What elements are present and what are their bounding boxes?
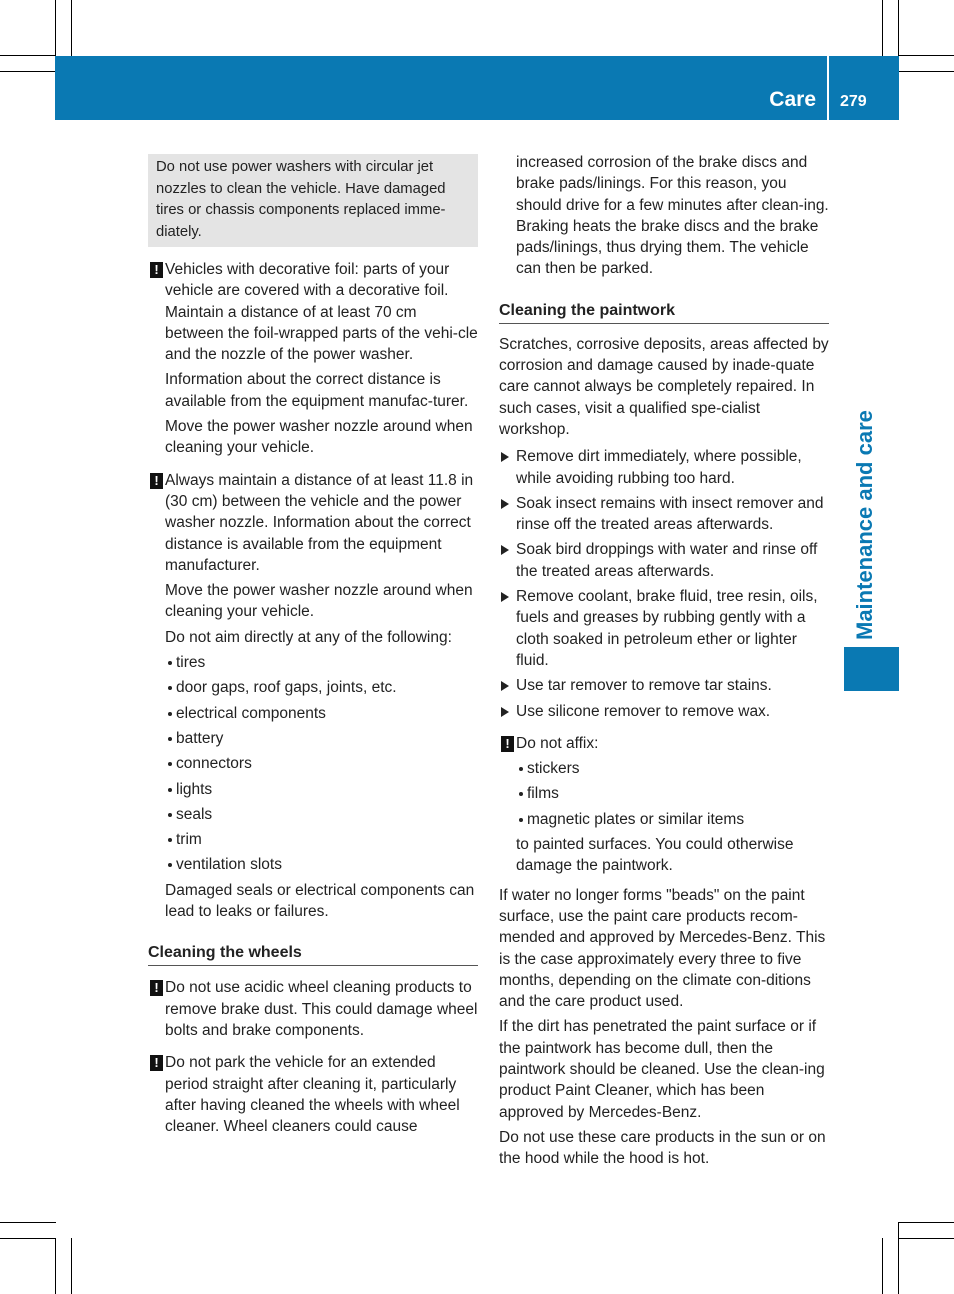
list-item-text: trim: [176, 831, 202, 849]
warning-box: Do not use power washers with circular jet nozzles to clean the vehicle. Have damaged tires or chassis components replaced imme-diately.: [148, 154, 478, 247]
header-bar: [55, 56, 899, 120]
step-item: [499, 493, 829, 536]
crop-mark: [0, 1238, 56, 1239]
crop-mark: [0, 1222, 56, 1223]
list-item-text: door gaps, roof gaps, joints, etc.: [176, 679, 397, 697]
paint-steps: [499, 446, 829, 722]
paragraph-sun: Do not use these care products in the sun or on the hood while the hood is hot.: [499, 1128, 826, 1168]
step-text: Use tar remover to remove tar stains.: [516, 677, 772, 695]
bullet-icon: [168, 661, 172, 665]
step-arrow-icon: [501, 452, 509, 462]
note-text: Always maintain a distance of at least 11.8 in (30 cm) between the vehicle and the power washer nozzle. Information about the correct distance is available from the equipment manufacturer.: [165, 471, 474, 574]
step-text: Use silicone remover to remove wax.: [516, 702, 771, 720]
exclamation-icon: !: [150, 262, 163, 278]
note-paragraph: Move the power washer nozzle around when cleaning your vehicle.: [165, 418, 473, 457]
note-decorative-foil: [148, 259, 478, 459]
crop-mark: [0, 55, 56, 56]
bullet-icon: [168, 686, 172, 690]
step-text: Soak bird droppings with water and rinse off the treated areas afterwards.: [516, 541, 818, 580]
bullet-icon: [168, 737, 172, 741]
bullet-icon: [519, 818, 523, 822]
bullet-icon: [168, 813, 172, 817]
step-item: [499, 446, 829, 489]
paint-intro: Scratches, corrosive deposits, areas affected by corrosion and damage caused by inade-quate care cannot always be completely repaired. In such cases, visit a qualified spe-cialist workshop.: [499, 335, 829, 438]
list-item-text: battery: [176, 729, 224, 747]
left-column: [148, 154, 478, 1141]
list-item-text: seals: [176, 805, 213, 823]
crop-mark: [898, 1222, 954, 1223]
list-item: [165, 779, 478, 800]
crop-mark: [898, 1238, 954, 1239]
step-arrow-icon: [501, 499, 509, 509]
note-parking: [148, 1052, 478, 1137]
crop-mark: [898, 71, 954, 72]
bullet-icon: [168, 863, 172, 867]
crop-mark: [0, 71, 56, 72]
note-do-not-affix: [499, 733, 829, 754]
list-item: [165, 753, 478, 774]
bullet-icon: [519, 767, 523, 771]
paragraph-beads: If water no longer forms "beads" on the paint surface, use the paint care products recom-mended and approved by Mercedes-Benz. This is the case approximately every three to five months, depending on the climate con-ditions and the care product used.: [499, 886, 826, 1011]
wheels-heading: Cleaning the wheels: [148, 942, 478, 966]
crop-mark: [71, 1238, 72, 1294]
note-continued: increased corrosion of the brake discs and brake pads/linings. For this reason, you should drive for a few minutes after clean-ing. Braking heats the brake discs and the brake pads/linings, thus drying them. The vehicle can then be parked.: [516, 154, 829, 278]
section-title: Care: [769, 88, 816, 111]
list-item-text: magnetic plates or similar items: [527, 810, 745, 828]
crop-mark: [55, 1238, 56, 1294]
list-item-text: lights: [176, 780, 213, 798]
list-item: [516, 758, 829, 779]
header-divider: [827, 56, 829, 120]
crop-mark: [898, 0, 899, 56]
crop-mark: [898, 1222, 899, 1294]
note-paragraph: Move the power washer nozzle around when cleaning your vehicle.: [165, 582, 473, 621]
note-acidic-cleaner: [148, 977, 478, 1041]
note-text: Do not park the vehicle for an extended period straight after cleaning it, particularly after having cleaned the wheels with wheel cleaner. Wheel cleaners could cause: [165, 1054, 460, 1136]
note-closing: Damaged seals or electrical components can lead to leaks or failures.: [165, 881, 475, 921]
note-closing: to painted surfaces. You could otherwise damage the paintwork.: [516, 836, 794, 875]
chapter-side-tab: Maintenance and care: [852, 410, 877, 640]
bullet-icon: [168, 788, 172, 792]
bullet-icon: [168, 712, 172, 716]
chapter-tab-marker: [844, 647, 899, 691]
list-item-text: ventilation slots: [176, 856, 282, 874]
paintwork-heading: Cleaning the paintwork: [499, 300, 829, 324]
step-arrow-icon: [501, 707, 509, 717]
exclamation-icon: !: [501, 736, 514, 752]
crop-mark: [882, 0, 883, 56]
exclamation-icon: !: [150, 1055, 163, 1071]
note-paragraph: Information about the correct distance is available from the equipment manufac-turer.: [165, 371, 469, 410]
step-text: Soak insect remains with insect remover and rinse off the treated areas afterwards.: [516, 494, 824, 534]
list-item-text: tires: [176, 654, 206, 672]
step-item: [499, 701, 829, 722]
note-text: Do not affix:: [516, 734, 599, 752]
bullet-icon: [168, 762, 172, 766]
list-item: [165, 728, 478, 749]
exclamation-icon: !: [150, 980, 163, 996]
right-column: [499, 152, 829, 1173]
exclamation-icon: !: [150, 473, 163, 489]
list-item: [165, 829, 478, 850]
crop-mark: [882, 1238, 883, 1294]
list-item-text: electrical components: [176, 704, 326, 722]
do-not-aim-list: [148, 652, 478, 876]
crop-mark: [55, 0, 56, 56]
note-text: Vehicles with decorative foil: parts of your vehicle are covered with a decorative foil. Maintain a distance of at least 70 cm between the foil-wrapped parts of the vehi-cle and the nozzle of the power washer.: [165, 261, 478, 364]
note-text: Do not use acidic wheel cleaning products to remove brake dust. This could damage wheel bolts and brake components.: [165, 979, 478, 1039]
step-item: [499, 675, 829, 696]
list-item-text: stickers: [527, 760, 580, 778]
paragraph-dirt: If the dirt has penetrated the paint surface or if the paintwork has become dull, then the paintwork should be cleaned. Use the clean-ing product Paint Cleaner, which has been approved by Mercedes-Benz.: [499, 1018, 825, 1121]
step-arrow-icon: [501, 681, 509, 691]
do-not-affix-list: [499, 758, 829, 830]
note-paragraph: Do not aim directly at any of the following:: [165, 628, 452, 646]
list-item: [165, 652, 478, 673]
page-number: 279: [840, 93, 867, 110]
note-distance: [148, 470, 478, 648]
crop-mark: [71, 0, 72, 56]
step-item: [499, 539, 829, 582]
step-arrow-icon: [501, 592, 509, 602]
step-arrow-icon: [501, 545, 509, 555]
list-item: [165, 804, 478, 825]
step-text: Remove dirt immediately, where possible, while avoiding rubbing too hard.: [516, 448, 802, 487]
crop-mark: [898, 55, 954, 56]
bullet-icon: [168, 838, 172, 842]
list-item: [516, 783, 829, 804]
bullet-icon: [519, 792, 523, 796]
list-item-text: connectors: [176, 755, 252, 773]
list-item: [165, 854, 478, 875]
step-text: Remove coolant, brake fluid, tree resin, oils, fuels and greases by rubbing gently with a cloth soaked in petroleum ether or lighter fluid.: [516, 588, 818, 669]
step-item: [499, 586, 829, 671]
list-item: [165, 703, 478, 724]
list-item: [516, 809, 829, 830]
list-item: [165, 677, 478, 698]
list-item-text: films: [527, 785, 559, 803]
